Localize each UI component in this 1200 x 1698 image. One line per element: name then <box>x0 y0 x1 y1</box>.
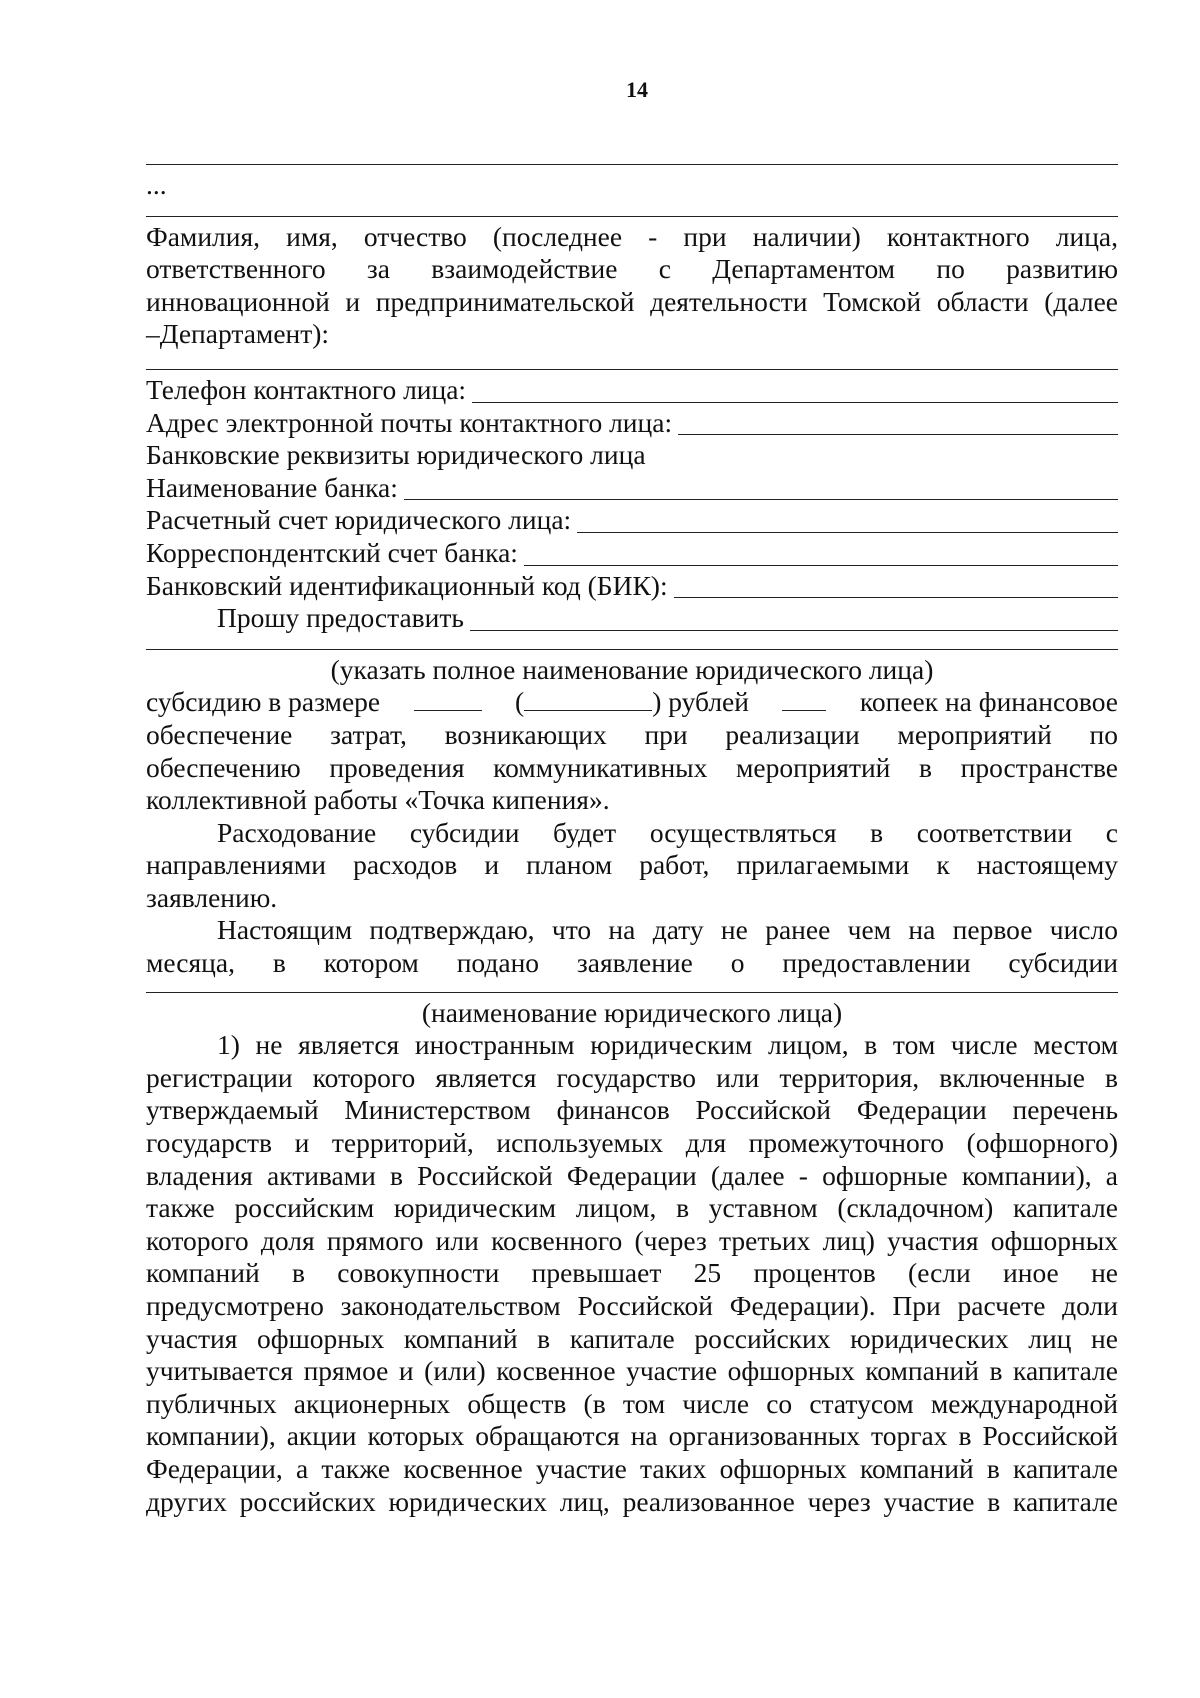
item1-line: 1) не является иностранным юридическим лицом, в том числе местом <box>217 1029 1118 1061</box>
spending-line: Расходование субсидии будет осуществляться в соответствии с <box>217 816 1118 848</box>
item1-line: публичных акционерных обществ (в том числе со статусом международной <box>146 1387 1118 1419</box>
hint-name: (наименование юридического лица) <box>421 996 843 1028</box>
rubles-digits-blank <box>414 688 482 711</box>
corr-account-label: Корреспондентский счет банка: <box>146 536 518 568</box>
subsidy-text-3: ) рублей <box>652 686 749 718</box>
confirm-line: Настоящим подтверждаю, что на дату не ранее чем на первое число <box>217 914 1118 946</box>
contact-intro-line: инновационной и предпринимательской деятельности Томской области (далее <box>146 285 1118 317</box>
bik-label: Банковский идентификационный код (БИК): <box>146 569 668 601</box>
item1-line: утверждаемый Министерством финансов Российской Федерации перечень <box>146 1094 1118 1126</box>
item1-line: других российских юридических лиц, реализованное через участие в капитале <box>146 1485 1118 1517</box>
item1-line: предусмотрено законодательством Российской Федерации). При расчете доли <box>146 1290 1118 1321</box>
subsidy-text-4: копеек на финансовое <box>859 686 1118 718</box>
phone-blank <box>472 378 1118 403</box>
legal-name-blank <box>146 980 1118 993</box>
request-label: Прошу предоставить <box>217 602 464 634</box>
phone-label: Телефон контактного лица: <box>146 373 467 405</box>
document-body <box>146 70 1118 1518</box>
confirm-line: месяца, в котором подано заявление о предоставлении субсидии <box>146 947 1118 979</box>
subsidy-text-1: субсидию в размере <box>146 686 381 718</box>
subsidy-text-2: ( <box>515 686 525 718</box>
bank-name-field <box>146 472 1118 505</box>
item1-line: компаний в совокупности превышает 25 процентов (если иное не <box>146 1257 1118 1289</box>
corr-account-field <box>146 537 1118 570</box>
ellipsis-text: ... <box>146 169 167 200</box>
contact-intro-line: ответственного за взаимодействие с Департаментом по развитию <box>146 253 1118 285</box>
account-field <box>146 504 1118 537</box>
kopecks-blank <box>782 688 826 711</box>
phone-field <box>146 374 1118 407</box>
account-label: Расчетный счет юридического лица: <box>146 504 572 536</box>
item1-line: компании), акции которых обращаются на организованных торгах в Российской <box>146 1420 1118 1452</box>
item1-line: участия офшорных компаний в капитале российских юридических лиц не <box>146 1322 1118 1354</box>
bank-details-heading: Банковские реквизиты юридического лица <box>146 439 646 471</box>
bik-field <box>146 570 1118 603</box>
hint-full-name: (указать полное наименование юридического лица) <box>330 653 934 685</box>
spending-line: направлениями расходов и планом работ, прилагаемыми к настоящему <box>146 849 1118 881</box>
item1-line: которого доля прямого или косвенного (через третьих лиц) участия офшорных <box>146 1224 1118 1256</box>
contact-intro-line: Фамилия, имя, отчество (последнее - при наличии) контактного лица, <box>146 220 1118 252</box>
item1-line: также российским юридическим лицом, в уставном (складочном) капитале <box>146 1192 1118 1224</box>
email-field <box>146 407 1118 440</box>
bik-blank <box>674 573 1118 598</box>
item1-line: владения активами в Российской Федерации (далее - офшорные компании), а <box>146 1159 1118 1191</box>
subsidy-line: обеспечение затрат, возникающих при реализации мероприятий по <box>146 718 1118 750</box>
contact-name-blank <box>146 351 1118 370</box>
item1-line: государств и территорий, используемых для промежуточного (офшорного) <box>146 1127 1118 1159</box>
corr-account-blank <box>524 541 1118 566</box>
email-blank <box>678 410 1118 435</box>
subsidy-amount-line <box>146 686 1118 719</box>
blank-line <box>146 202 1118 217</box>
subsidy-line: обеспечению проведения коммуникативных мероприятий в пространстве <box>146 751 1118 783</box>
item1-line: регистрации которого является государство или территория, включенные в <box>146 1061 1118 1093</box>
account-blank <box>577 508 1118 533</box>
spending-line: заявлению. <box>146 881 278 913</box>
request-blank <box>470 606 1118 631</box>
blank-line <box>146 146 1118 165</box>
bank-name-label: Наименование банка: <box>146 471 398 503</box>
full-name-blank <box>146 635 1118 650</box>
item1-line: Федерации, а также косвенное участие таких офшорных компаний в капитале <box>146 1452 1118 1484</box>
request-field <box>146 602 1118 635</box>
subsidy-line: коллективной работы «Точка кипения». <box>146 784 610 816</box>
page-number: 14 <box>626 77 648 102</box>
email-label: Адрес электронной почты контактного лица: <box>146 406 673 438</box>
rubles-words-blank <box>524 688 652 711</box>
bank-name-blank <box>404 475 1118 500</box>
contact-intro-line: –Департамент): <box>146 318 330 350</box>
item1-line: учитывается прямое и (или) косвенное участие офшорных компаний в капитале <box>146 1355 1118 1387</box>
